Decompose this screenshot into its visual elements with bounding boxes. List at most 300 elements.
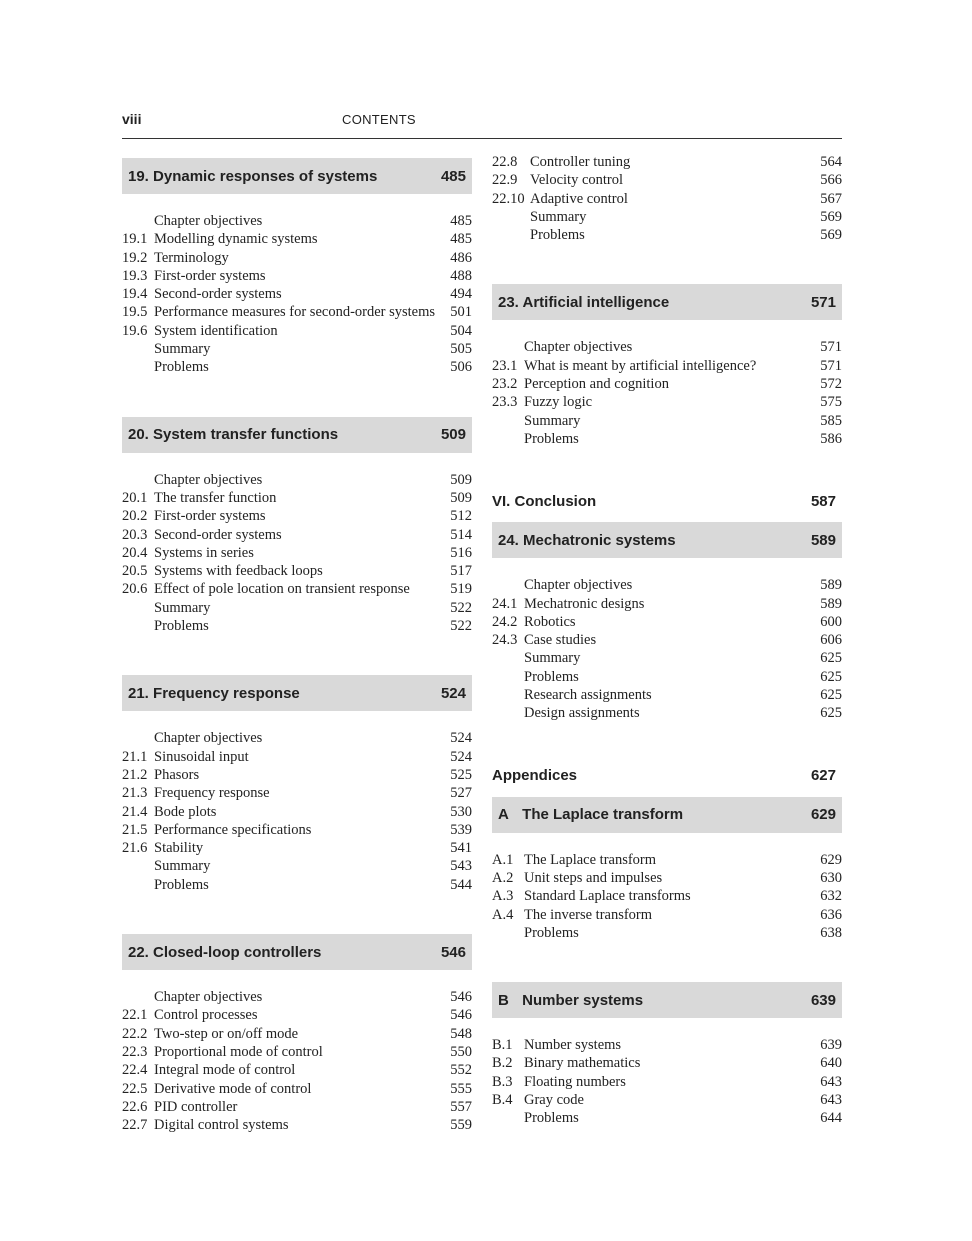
toc-entry[interactable] — [122, 249, 472, 267]
entry-title: Summary — [154, 858, 211, 875]
entry-number — [122, 876, 154, 894]
entry-page: 543 — [450, 858, 472, 875]
chapter-number: 22. — [128, 943, 149, 961]
entry-page: 522 — [450, 618, 472, 635]
entry-page: 501 — [450, 304, 472, 321]
toc-entry[interactable] — [122, 766, 472, 784]
spacer — [492, 789, 842, 797]
entry-page: 524 — [450, 730, 472, 747]
chapter-number: 20. — [128, 426, 149, 444]
entry-number — [492, 668, 524, 686]
toc-entries — [122, 471, 472, 636]
entry-title: Fuzzy logic — [524, 394, 593, 411]
entry-number — [492, 576, 524, 594]
toc-entry[interactable] — [122, 230, 472, 248]
chapter-number: 23. — [498, 293, 519, 311]
toc-entry[interactable] — [122, 988, 472, 1006]
entry-page: 539 — [450, 821, 472, 838]
entry-number: 20.3 — [122, 526, 148, 543]
entry-page: 494 — [450, 286, 472, 303]
part-title: VI. Conclusion — [492, 492, 597, 510]
chapter-heading[interactable] — [122, 675, 472, 711]
entry-title: Derivative mode of control — [154, 1080, 312, 1097]
entry-title: Proportional mode of control — [154, 1043, 323, 1060]
chapter-heading[interactable] — [122, 158, 472, 194]
toc-entries — [492, 338, 842, 448]
entry-number — [492, 686, 524, 704]
toc-entries — [492, 1036, 842, 1127]
entry-page: 566 — [820, 172, 842, 189]
entry-title: Gray code — [524, 1092, 584, 1109]
toc-entry[interactable] — [492, 613, 842, 631]
entry-page: 606 — [820, 632, 842, 649]
toc-entry[interactable] — [492, 393, 842, 411]
entry-title: Problems — [524, 1110, 579, 1127]
entry-page: 569 — [820, 208, 842, 225]
toc-entries — [492, 153, 842, 244]
toc-entry[interactable] — [122, 876, 472, 894]
entry-page: 625 — [820, 687, 842, 704]
chapter-title — [128, 944, 441, 961]
entry-title: PID controller — [154, 1098, 238, 1115]
entry-number: B.3 — [492, 1073, 513, 1090]
appendices-heading[interactable] — [492, 763, 842, 789]
entry-page: 550 — [450, 1043, 472, 1060]
entry-page: 572 — [820, 376, 842, 393]
toc-entry[interactable] — [492, 1091, 842, 1109]
entry-page: 625 — [820, 668, 842, 685]
spacer — [492, 942, 842, 982]
entry-page: 589 — [820, 577, 842, 594]
entry-page: 630 — [820, 869, 842, 886]
entry-page: 636 — [820, 906, 842, 923]
entry-page: 586 — [820, 430, 842, 447]
entry-title: Binary mathematics — [524, 1055, 641, 1072]
entry-number: 20.5 — [122, 563, 148, 580]
entry-number — [492, 924, 524, 942]
chapter-heading[interactable] — [122, 934, 472, 970]
entry-number: 19.3 — [122, 267, 148, 284]
toc-entry[interactable] — [492, 1109, 842, 1127]
toc-entry[interactable] — [122, 358, 472, 376]
entry-page: 546 — [450, 1007, 472, 1024]
entry-page: 575 — [820, 394, 842, 411]
entry-number: B.1 — [492, 1037, 513, 1054]
spacer — [492, 244, 842, 284]
toc-entry[interactable] — [122, 748, 472, 766]
toc-entry[interactable] — [492, 153, 842, 171]
toc-entry[interactable] — [492, 208, 842, 226]
entry-page: 589 — [820, 595, 842, 612]
entry-title: Summary — [524, 650, 581, 667]
entry-number: 21.6 — [122, 840, 148, 857]
entry-page: 514 — [450, 526, 472, 543]
toc-entry[interactable] — [492, 631, 842, 649]
entry-title: Problems — [154, 876, 209, 893]
chapter-title — [128, 426, 441, 443]
entry-number: 24.1 — [492, 595, 518, 612]
entry-title: Integral mode of control — [154, 1062, 296, 1079]
toc-entry[interactable] — [492, 649, 842, 667]
entry-page: 546 — [450, 989, 472, 1006]
entry-title: Bode plots — [154, 803, 217, 820]
part-page: 587 — [810, 492, 836, 510]
chapter-page: 589 — [810, 531, 836, 549]
spacer — [492, 514, 842, 522]
toc-entry[interactable] — [122, 839, 472, 857]
entry-number — [492, 1109, 524, 1127]
entry-title: Second-order systems — [154, 286, 282, 303]
toc-entries — [122, 988, 472, 1134]
entry-page: 632 — [820, 888, 842, 905]
entry-title: Stability — [154, 840, 204, 857]
chapter-heading[interactable] — [492, 284, 842, 320]
entry-number: 22.1 — [122, 1007, 148, 1024]
toc-entry[interactable] — [492, 686, 842, 704]
entry-page: 522 — [450, 599, 472, 616]
chapter-title — [128, 168, 441, 185]
chapter-title-text: The Laplace transform — [522, 806, 684, 824]
chapter-number: 19. — [128, 167, 149, 185]
toc-entry[interactable] — [492, 412, 842, 430]
entry-number: 21.1 — [122, 748, 148, 765]
entry-number: 22.10 — [492, 190, 525, 207]
toc-entry[interactable] — [122, 526, 472, 544]
toc-entry[interactable] — [492, 869, 842, 887]
toc-entry[interactable] — [492, 595, 842, 613]
entry-page: 569 — [820, 227, 842, 244]
entry-title: Digital control systems — [154, 1117, 289, 1134]
toc-entry[interactable] — [492, 338, 842, 356]
toc-entry[interactable] — [492, 357, 842, 375]
entry-title: Chapter objectives — [154, 213, 263, 229]
toc-entry[interactable] — [122, 285, 472, 303]
chapter-section — [122, 934, 472, 1134]
entry-title: The Laplace transform — [524, 851, 657, 868]
page-header — [122, 110, 842, 139]
entry-page: 625 — [820, 705, 842, 722]
toc-entry[interactable] — [122, 1098, 472, 1116]
toc-entry[interactable] — [122, 340, 472, 358]
entry-number — [492, 430, 524, 448]
toc-entry[interactable] — [122, 1006, 472, 1024]
chapter-heading[interactable] — [492, 522, 842, 558]
toc-entry[interactable] — [492, 576, 842, 594]
entry-number: 20.1 — [122, 489, 148, 506]
entry-title: Unit steps and impulses — [524, 869, 663, 886]
toc-entry[interactable] — [122, 1116, 472, 1134]
chapter-number: 21. — [128, 684, 149, 702]
entry-number: 19.2 — [122, 249, 148, 266]
entry-number: 23.2 — [492, 376, 518, 393]
entry-page: 485 — [450, 231, 472, 248]
chapter-title-text: Frequency response — [153, 684, 300, 702]
toc-entry[interactable] — [122, 617, 472, 635]
chapter-title-text: Number systems — [522, 991, 644, 1009]
entry-title: Two-step or on/off mode — [154, 1025, 299, 1042]
entry-title: Chapter objectives — [154, 989, 263, 1006]
toc-entry[interactable] — [122, 544, 472, 562]
entry-title: Research assignments — [524, 687, 652, 704]
entry-page: 506 — [450, 359, 472, 376]
chapter-page: 629 — [810, 806, 836, 824]
entry-title: The inverse transform — [524, 906, 653, 923]
entry-title: Problems — [524, 668, 579, 685]
entry-title: Chapter objectives — [524, 339, 633, 356]
entry-number — [492, 412, 524, 430]
entry-number: 19.1 — [122, 231, 148, 248]
chapter-page: 639 — [810, 991, 836, 1009]
entry-number: 22.7 — [122, 1117, 148, 1134]
entry-title: System identification — [154, 322, 278, 339]
entry-title: Adaptive control — [530, 190, 628, 207]
entry-page: 525 — [450, 766, 472, 783]
entry-title: Frequency response — [154, 785, 270, 802]
entry-number — [492, 226, 530, 244]
entry-title: Mechatronic designs — [524, 595, 645, 612]
entry-title: Velocity control — [530, 172, 624, 189]
entry-number — [122, 358, 154, 376]
entry-title: Summary — [154, 599, 211, 616]
entry-title: Phasors — [154, 766, 200, 783]
entry-title: Robotics — [524, 613, 576, 630]
toc-entry[interactable] — [492, 226, 842, 244]
entry-number — [492, 208, 530, 226]
chapter-page: 509 — [440, 426, 466, 444]
chapter-title-text: Artificial intelligence — [522, 293, 670, 311]
toc-entry[interactable] — [122, 507, 472, 525]
entry-title: Control processes — [154, 1007, 258, 1024]
entry-title: Modelling dynamic systems — [154, 231, 318, 248]
entry-number — [122, 340, 154, 358]
toc-entry[interactable] — [492, 906, 842, 924]
entry-number: 22.6 — [122, 1098, 148, 1115]
chapter-number: 24. — [498, 531, 519, 549]
entry-number: 19.4 — [122, 286, 148, 303]
chapter-section — [122, 417, 472, 636]
entry-title: Standard Laplace transforms — [524, 888, 691, 905]
entry-title: What is meant by artificial intelligence? — [524, 357, 757, 374]
entry-page: 643 — [820, 1092, 842, 1109]
entry-title: Performance specifications — [154, 821, 312, 838]
entry-page: 524 — [450, 748, 472, 765]
chapter-title — [128, 685, 441, 702]
entry-title: Floating numbers — [524, 1073, 626, 1090]
entry-page: 625 — [820, 650, 842, 667]
entry-title: Summary — [530, 208, 587, 225]
entry-number — [122, 729, 154, 747]
entry-page: 571 — [820, 339, 842, 356]
entry-number: A.3 — [492, 888, 514, 905]
entry-page: 559 — [450, 1117, 472, 1134]
toc-entry[interactable] — [492, 887, 842, 905]
spacer — [492, 723, 842, 763]
chapter-page: 524 — [440, 684, 466, 702]
entry-number — [122, 988, 154, 1006]
toc-entries — [492, 576, 842, 722]
part-heading[interactable] — [492, 488, 842, 514]
chapter-title-text: Mechatronic systems — [523, 531, 676, 549]
toc-entry[interactable] — [122, 1043, 472, 1061]
entry-title: Terminology — [154, 249, 229, 266]
entry-page: 519 — [450, 581, 472, 598]
entry-page: 555 — [450, 1080, 472, 1097]
toc-entry[interactable] — [122, 1061, 472, 1079]
toc-entry[interactable] — [122, 599, 472, 617]
entry-page: 567 — [820, 190, 842, 207]
entry-title: Systems in series — [154, 544, 254, 561]
toc-entry[interactable] — [122, 857, 472, 875]
toc-entry[interactable] — [492, 924, 842, 942]
spacer — [122, 894, 472, 934]
toc-entry[interactable] — [122, 267, 472, 285]
entry-page: 486 — [450, 249, 472, 266]
entry-page: 512 — [450, 508, 472, 525]
entry-page: 585 — [820, 412, 842, 429]
chapter-page: 485 — [440, 167, 466, 185]
toc-entry[interactable] — [492, 1054, 842, 1072]
entry-number: 20.2 — [122, 508, 148, 525]
toc-entry[interactable] — [122, 303, 472, 321]
entry-title: Perception and cognition — [524, 376, 669, 393]
entry-number: A.1 — [492, 851, 514, 868]
entry-page: 639 — [820, 1037, 842, 1054]
entry-number: 22.4 — [122, 1062, 148, 1079]
toc-entries — [492, 851, 842, 942]
toc-entry[interactable] — [122, 562, 472, 580]
entry-page: 643 — [820, 1073, 842, 1090]
entry-page: 530 — [450, 803, 472, 820]
chapter-heading[interactable] — [122, 417, 472, 453]
chapter-section — [122, 158, 472, 377]
appendices-title: Appendices — [492, 767, 578, 785]
toc-entries — [122, 212, 472, 377]
chapter-title-text: Dynamic responses of systems — [153, 167, 378, 185]
toc-entry[interactable] — [122, 212, 472, 230]
entry-page: 509 — [450, 489, 472, 506]
entry-number: B.2 — [492, 1055, 513, 1072]
entry-title: Summary — [154, 341, 211, 358]
entry-number — [492, 338, 524, 356]
entry-page: 517 — [450, 563, 472, 580]
entry-title: Problems — [154, 618, 209, 635]
chapter-page: 571 — [810, 293, 836, 311]
toc-entry[interactable] — [492, 1073, 842, 1091]
entry-number: B.4 — [492, 1092, 513, 1109]
entry-page: 638 — [820, 924, 842, 941]
toc-entry[interactable] — [492, 668, 842, 686]
entry-page: 557 — [450, 1098, 472, 1115]
toc-right-column — [492, 153, 842, 1128]
entry-title: Design assignments — [524, 705, 640, 722]
entry-page: 541 — [450, 840, 472, 857]
entry-title: Sinusoidal input — [154, 748, 249, 765]
entry-title: Controller tuning — [530, 154, 631, 170]
entry-page: 640 — [820, 1055, 842, 1072]
toc-entry[interactable] — [122, 471, 472, 489]
entry-number: 21.5 — [122, 821, 148, 838]
entry-title: First-order systems — [154, 508, 266, 525]
toc-entry[interactable] — [492, 1036, 842, 1054]
entry-title: Effect of pole location on transient response — [154, 581, 410, 598]
toc-entries — [122, 729, 472, 894]
chapter-heading[interactable] — [492, 982, 842, 1018]
entry-title: Problems — [154, 359, 209, 376]
entry-number: 24.2 — [492, 613, 518, 630]
entry-title: Problems — [524, 924, 579, 941]
entry-number — [492, 649, 524, 667]
entry-page: 564 — [820, 154, 842, 170]
entry-title: Number systems — [524, 1037, 622, 1054]
chapter-title — [498, 294, 811, 311]
entry-number — [492, 704, 524, 722]
chapter-number: B — [498, 991, 509, 1009]
entry-page: 488 — [450, 267, 472, 284]
entry-number: 20.6 — [122, 581, 148, 598]
entry-page: 544 — [450, 876, 472, 893]
entry-number — [122, 857, 154, 875]
appendices-page: 627 — [810, 767, 836, 785]
toc-entry[interactable] — [122, 821, 472, 839]
toc-entry[interactable] — [122, 322, 472, 340]
entry-page: 527 — [450, 785, 472, 802]
entry-number: 22.9 — [492, 172, 518, 189]
entry-number: 22.2 — [122, 1025, 148, 1042]
chapter-title — [498, 992, 811, 1009]
toc-entry[interactable] — [122, 1025, 472, 1043]
running-head: CONTENTS — [342, 112, 416, 127]
entry-page: 644 — [820, 1110, 842, 1127]
entry-page: 600 — [820, 613, 842, 630]
entry-title: Problems — [530, 227, 585, 244]
entry-title: First-order systems — [154, 267, 266, 284]
entry-page: 509 — [450, 471, 472, 488]
entry-page: 552 — [450, 1062, 472, 1079]
toc-entry[interactable] — [492, 851, 842, 869]
entry-title: The transfer function — [154, 489, 277, 506]
toc-entry[interactable] — [492, 171, 842, 189]
chapter-title-text: System transfer functions — [153, 426, 339, 444]
entry-number: 22.8 — [492, 154, 518, 170]
toc-entry[interactable] — [122, 803, 472, 821]
entry-number: 21.2 — [122, 766, 148, 783]
entry-number: 22.3 — [122, 1043, 148, 1060]
toc-entry[interactable] — [492, 375, 842, 393]
toc-entry[interactable] — [122, 489, 472, 507]
entry-page: 485 — [450, 213, 472, 229]
toc-entry[interactable] — [492, 430, 842, 448]
toc-entry[interactable] — [492, 704, 842, 722]
toc-entry[interactable] — [122, 729, 472, 747]
entry-number: 24.3 — [492, 632, 518, 649]
toc-entry[interactable] — [122, 784, 472, 802]
toc-entry[interactable] — [492, 190, 842, 208]
chapter-title — [498, 806, 811, 823]
entry-page: 516 — [450, 544, 472, 561]
toc-entry[interactable] — [122, 580, 472, 598]
entry-title: Summary — [524, 412, 581, 429]
chapter-title — [498, 532, 811, 549]
entry-number: 22.5 — [122, 1080, 148, 1097]
chapter-heading[interactable] — [492, 797, 842, 833]
entry-number: 23.3 — [492, 394, 518, 411]
entry-page: 548 — [450, 1025, 472, 1042]
toc-entry[interactable] — [122, 1080, 472, 1098]
entry-page: 571 — [820, 357, 842, 374]
chapter-number: A — [498, 806, 509, 824]
page-number: viii — [122, 111, 142, 127]
entry-title: Chapter objectives — [154, 471, 263, 488]
